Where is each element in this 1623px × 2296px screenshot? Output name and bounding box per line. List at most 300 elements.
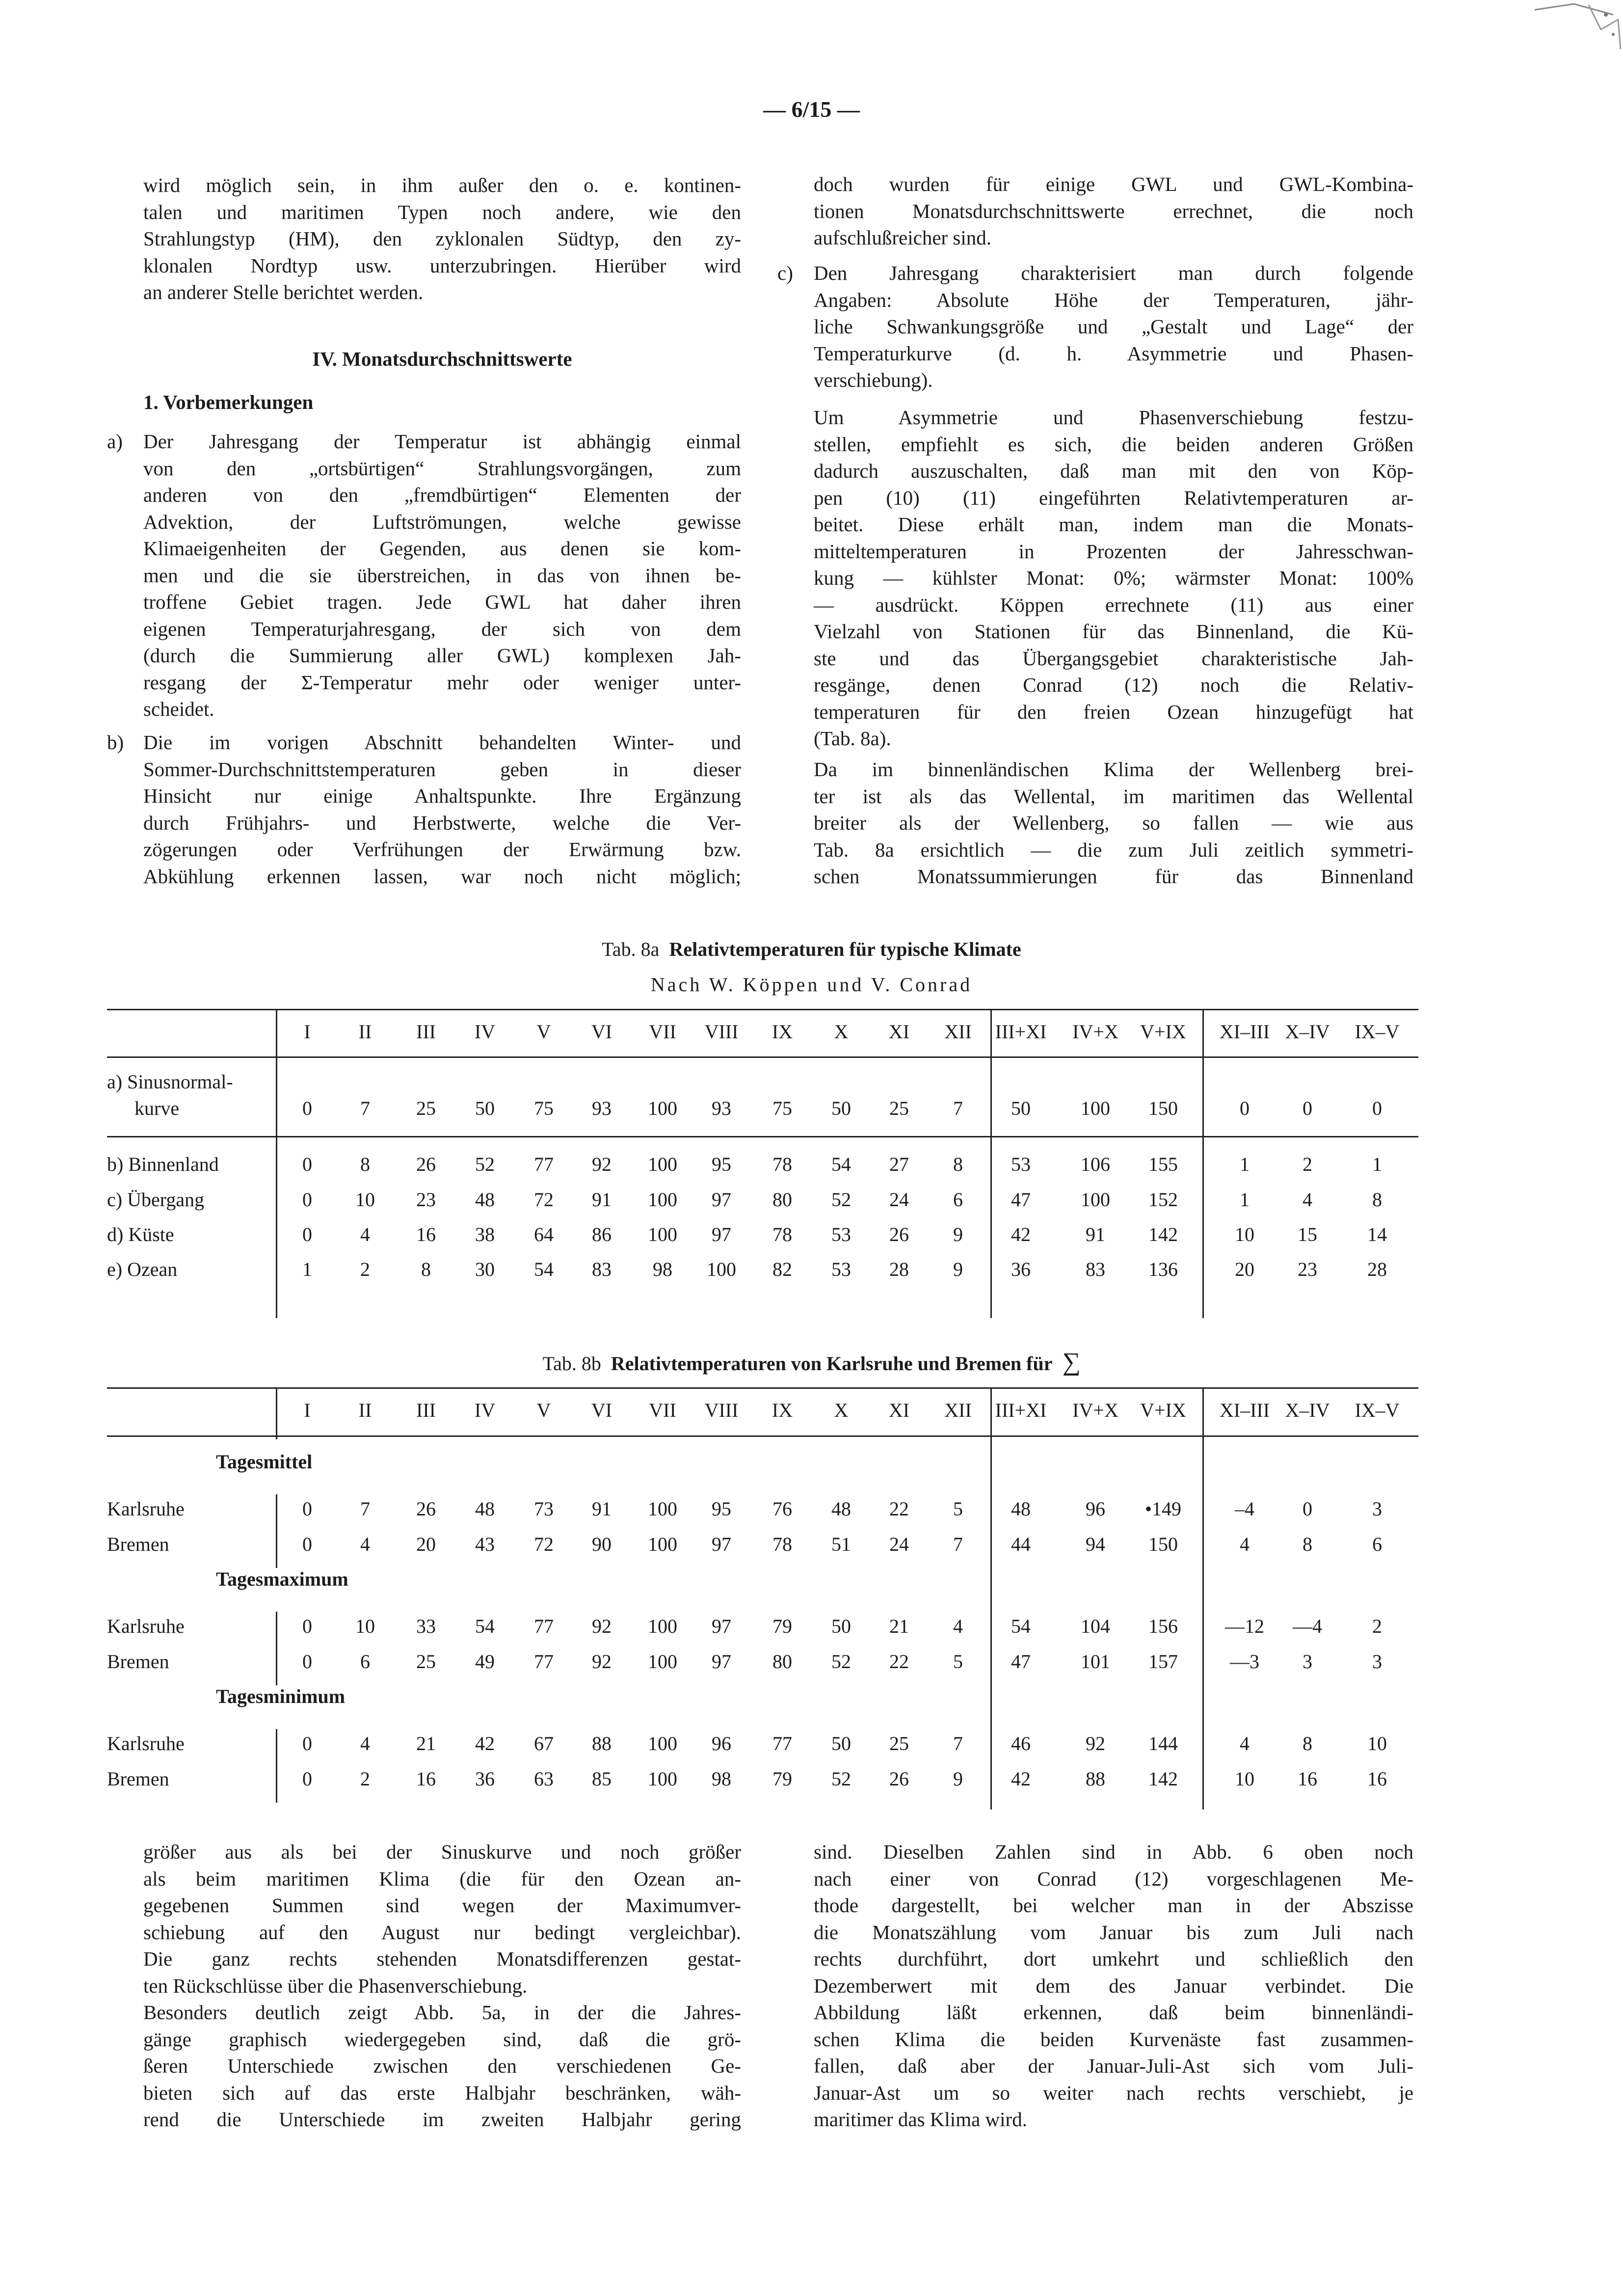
table-cell: 3 xyxy=(1303,1650,1312,1673)
table-cell: 100 xyxy=(648,1189,677,1211)
text-line: (Tab. 8a). xyxy=(814,727,891,750)
row-label: Karlsruhe xyxy=(107,1615,185,1637)
table-cell: 26 xyxy=(889,1768,909,1790)
text-line: fallen, daß aber der Januar-Juli-Ast sich vom Juli- xyxy=(814,2054,1413,2077)
group-title: Tagesminimum xyxy=(216,1685,346,1707)
left-column-bottom xyxy=(143,1838,741,2133)
text-line: Besonders deutlich zeigt Abb. 5a, in der die Jahres- xyxy=(143,2001,741,2024)
text-line: Um Asymmetrie und Phasenverschiebung festzu- xyxy=(814,406,1413,429)
table-cell: 38 xyxy=(475,1223,495,1245)
column-header: X–IV xyxy=(1285,1021,1330,1043)
text-line: Januar-Ast um so weiter nach rechts verschiebt, je xyxy=(814,2081,1413,2104)
text-line: ste und das Übergangsgebiet charakteristische Jah- xyxy=(814,647,1413,670)
column-header: I xyxy=(304,1021,311,1043)
table-cell: 97 xyxy=(712,1223,731,1245)
column-header: I xyxy=(304,1399,311,1421)
column-header: VI xyxy=(591,1399,612,1421)
table-cell: 63 xyxy=(534,1768,554,1790)
text-line: gegebenen Summen sind wegen der Maximumver- xyxy=(143,1894,741,1917)
table-cell: 83 xyxy=(1086,1258,1105,1280)
table-cell: 6 xyxy=(953,1189,963,1211)
text-line: Strahlungstyp (HM), den zyklonalen Südtyp, den zy- xyxy=(143,227,741,250)
table-cell: 91 xyxy=(1086,1223,1105,1245)
column-header: IX–V xyxy=(1355,1399,1400,1421)
table-cell: 26 xyxy=(416,1153,436,1175)
table-cell: 47 xyxy=(1011,1189,1031,1211)
column-divider xyxy=(276,1729,277,1803)
table-cell: 52 xyxy=(831,1189,851,1211)
table-cell: 4 xyxy=(953,1615,963,1637)
table-cell: 5 xyxy=(953,1498,963,1520)
table-cell: 83 xyxy=(592,1258,612,1280)
table-cell: 9 xyxy=(953,1258,963,1280)
table-cell: 79 xyxy=(772,1768,792,1790)
column-header: VIII xyxy=(704,1021,739,1043)
text-line: eigenen Temperaturjahresgang, der sich von dem xyxy=(143,617,741,640)
text-line: an anderer Stelle berichtet werden. xyxy=(143,281,424,303)
table-cell: 7 xyxy=(953,1533,963,1555)
column-header: XI xyxy=(888,1021,910,1043)
table-cell: 5 xyxy=(953,1650,963,1673)
column-header: V xyxy=(536,1399,551,1421)
text-line: Temperaturkurve (d. h. Asymmetrie und Phasen- xyxy=(814,342,1413,365)
table-cell: 10 xyxy=(355,1615,375,1637)
table-cell: 86 xyxy=(592,1223,612,1245)
text-line: stellen, empfiehlt es sich, die beiden anderen Größen xyxy=(814,432,1413,456)
text-line: dadurch auszuschalten, daß man mit den von Köp- xyxy=(814,459,1413,482)
table-cell: 80 xyxy=(772,1650,792,1673)
text-line: Hinsicht nur einige Anhaltspunkte. Ihre Ergänzung xyxy=(143,784,741,807)
column-header: IX xyxy=(772,1021,793,1043)
column-header: IV+X xyxy=(1072,1399,1118,1421)
table-cell: 6 xyxy=(1372,1533,1382,1555)
table-cell: 0 xyxy=(302,1153,312,1175)
text-line: aufschlußreicher sind. xyxy=(814,226,992,249)
table-cell: 23 xyxy=(416,1189,436,1211)
table-cell: 47 xyxy=(1011,1650,1031,1673)
table-cell: 97 xyxy=(712,1615,731,1637)
text-line: Angaben: Absolute Höhe der Temperaturen, jähr- xyxy=(814,288,1413,311)
left-column-top xyxy=(143,172,741,306)
table-cell: 104 xyxy=(1081,1615,1110,1637)
table-cell: 77 xyxy=(534,1615,554,1637)
column-header: XII xyxy=(944,1021,972,1043)
text-line: die Monatszählung vom Januar bis zum Juli nach xyxy=(814,1920,1413,1944)
row-label: kurve xyxy=(134,1097,180,1119)
table-cell: 100 xyxy=(648,1498,677,1520)
table-cell: 44 xyxy=(1011,1533,1031,1555)
text-line: klonalen Nordtyp usw. unterzubringen. Hierüber wird xyxy=(143,254,741,277)
table-cell: 15 xyxy=(1298,1223,1317,1245)
table-cell: 0 xyxy=(302,1768,312,1790)
table-cell: 155 xyxy=(1148,1153,1178,1175)
table-cell: 93 xyxy=(592,1097,612,1119)
table-cell: 2 xyxy=(1303,1153,1312,1175)
table-cell: 77 xyxy=(772,1732,792,1755)
table-cell: 91 xyxy=(592,1189,612,1211)
table-cell: 157 xyxy=(1148,1650,1178,1673)
column-header: III+XI xyxy=(995,1021,1047,1043)
text-line: Da im binnenländischen Klima der Wellenberg brei- xyxy=(814,758,1413,781)
table-cell: 64 xyxy=(534,1223,554,1245)
table-cell: 36 xyxy=(1011,1258,1031,1280)
table-cell: 77 xyxy=(534,1650,554,1673)
column-header: IX–V xyxy=(1355,1021,1400,1043)
page-number: — 6/15 — xyxy=(763,97,860,122)
table-rule xyxy=(107,1435,1418,1437)
text-line: beitet. Diese erhält man, indem man die Monats- xyxy=(814,513,1413,536)
text-line: ter ist als das Wellental, im maritimen das Wellental xyxy=(814,784,1413,808)
text-line: doch wurden für einige GWL und GWL-Kombina- xyxy=(814,173,1413,195)
table-cell: 98 xyxy=(653,1258,672,1280)
column-header: IV xyxy=(474,1399,496,1421)
table-cell: 4 xyxy=(360,1732,370,1755)
table-8b-caption-title: Relativtemperaturen von Karlsruhe und Bremen für xyxy=(611,1352,1053,1375)
table-cell: 4 xyxy=(1303,1189,1312,1211)
text-line: — ausdrückt. Köppen errechnete (11) aus einer xyxy=(814,593,1413,616)
table-cell: 100 xyxy=(648,1223,677,1245)
table-cell: 25 xyxy=(416,1097,436,1119)
column-divider xyxy=(276,1009,277,1318)
table-8a-subcaption: Nach W. Köppen und V. Conrad xyxy=(650,973,973,996)
table-cell: 48 xyxy=(475,1498,495,1520)
item-b-label: b) xyxy=(107,731,124,754)
row-label: Bremen xyxy=(107,1650,169,1673)
table-cell: 54 xyxy=(534,1258,554,1280)
column-divider xyxy=(276,1612,277,1685)
text-line: als beim maritimen Klima (die für den Ozean an- xyxy=(143,1867,741,1890)
text-line: durch Frühjahrs- und Herbstwerte, welche die Ver- xyxy=(143,811,741,834)
right-continuation xyxy=(814,171,1413,251)
table-cell: 106 xyxy=(1081,1153,1110,1175)
table-cell: 93 xyxy=(712,1097,731,1119)
table-cell: 152 xyxy=(1148,1189,1178,1211)
table-cell: 78 xyxy=(772,1223,792,1245)
sigma-symbol: ∑ xyxy=(1062,1348,1081,1376)
column-header: X–IV xyxy=(1285,1399,1330,1421)
table-cell: 4 xyxy=(360,1223,370,1245)
table-cell: 48 xyxy=(831,1498,851,1520)
table-cell: 20 xyxy=(416,1533,436,1555)
text-line: schen Klima die beiden Kurvenäste fast zusammen- xyxy=(814,2027,1413,2051)
table-8a-caption xyxy=(0,938,1623,961)
table-cell: 28 xyxy=(889,1258,909,1280)
table-cell: 16 xyxy=(416,1768,436,1790)
row-label: e) Ozean xyxy=(107,1258,178,1280)
table-cell: 48 xyxy=(1011,1498,1031,1520)
table-cell: 97 xyxy=(712,1189,731,1211)
table-cell: 100 xyxy=(1081,1189,1110,1211)
table-cell: 90 xyxy=(592,1533,612,1555)
table-cell: 33 xyxy=(416,1615,436,1637)
table-cell: 100 xyxy=(648,1097,677,1119)
table-cell: 42 xyxy=(1011,1223,1031,1245)
text-line: resgänge, denen Conrad (12) noch die Relativ- xyxy=(814,674,1413,696)
right-column-bottom xyxy=(814,1838,1413,2133)
table-cell: 2 xyxy=(1372,1615,1382,1637)
item-c-label: c) xyxy=(777,262,793,284)
table-cell: 91 xyxy=(592,1498,612,1520)
table-cell: 10 xyxy=(1235,1768,1254,1790)
table-cell: 53 xyxy=(1011,1153,1031,1175)
table-8a-caption-title: Relativtemperaturen für typische Klimate xyxy=(669,938,1021,960)
text-line: rechts durchführt, dort umkehrt und schließlich den xyxy=(814,1947,1413,1970)
table-cell: 100 xyxy=(1081,1097,1110,1119)
table-8b-caption xyxy=(0,1348,1623,1377)
text-line: ßeren Unterschiede zwischen den verschiedenen Ge- xyxy=(143,2054,741,2077)
table-cell: 95 xyxy=(712,1153,731,1175)
table-rule xyxy=(107,1009,1418,1010)
table-cell: 73 xyxy=(534,1498,554,1520)
table-cell: 100 xyxy=(648,1153,677,1175)
table-cell: 72 xyxy=(534,1189,554,1211)
table-cell: 72 xyxy=(534,1533,554,1555)
table-cell: 1 xyxy=(1240,1189,1250,1211)
table-cell: 50 xyxy=(831,1097,851,1119)
text-line: schen Monatssummierungen für das Binnenland xyxy=(814,865,1413,888)
row-label: Karlsruhe xyxy=(107,1732,185,1755)
table-cell: 54 xyxy=(1011,1615,1031,1637)
text-line: kung — kühlster Monat: 0%; wärmster Monat: 100% xyxy=(814,567,1413,589)
row-label: Bremen xyxy=(107,1768,169,1790)
table-cell: 26 xyxy=(416,1498,436,1520)
table-cell: 25 xyxy=(889,1732,909,1755)
table-cell: 42 xyxy=(475,1732,495,1755)
column-divider xyxy=(990,1009,992,1318)
text-line: Die ganz rechts stehenden Monatsdifferenzen gestat- xyxy=(143,1947,741,1970)
text-line: Der Jahresgang der Temperatur ist abhängig einmal xyxy=(143,430,741,453)
intro-paragraph xyxy=(143,172,741,306)
column-header: III+XI xyxy=(995,1399,1047,1421)
text-line: wird möglich sein, in ihm außer den o. e. kontinen- xyxy=(143,174,741,196)
section-heading: IV. Monatsdurchschnittswerte xyxy=(312,348,572,370)
row-label: Bremen xyxy=(107,1533,169,1555)
item-a xyxy=(107,428,741,723)
table-cell: 0 xyxy=(302,1189,312,1211)
column-header: X xyxy=(834,1399,849,1421)
table-cell: 7 xyxy=(953,1732,963,1755)
table-cell: 0 xyxy=(1240,1097,1250,1119)
table-cell: 136 xyxy=(1148,1258,1178,1280)
table-cell: 98 xyxy=(712,1768,731,1790)
group-title: Tagesmaximum xyxy=(216,1568,348,1590)
scan-edge-artifact xyxy=(1515,0,1623,54)
item-c xyxy=(777,260,1413,394)
table-cell: 24 xyxy=(889,1189,909,1211)
table-cell: 27 xyxy=(889,1153,909,1175)
table-cell: 2 xyxy=(360,1258,370,1280)
table-cell: 95 xyxy=(712,1498,731,1520)
table-cell: 0 xyxy=(302,1732,312,1755)
table-cell: 53 xyxy=(831,1258,851,1280)
table-cell: 0 xyxy=(1303,1498,1312,1520)
table-cell: 79 xyxy=(772,1615,792,1637)
text-line: Abbildung läßt erkennen, daß beim binnenländi- xyxy=(814,2001,1413,2024)
table-cell: 3 xyxy=(1372,1650,1382,1673)
table-cell: 16 xyxy=(416,1223,436,1245)
table-cell: 9 xyxy=(953,1768,963,1790)
table-cell: 30 xyxy=(475,1258,495,1280)
table-cell: 88 xyxy=(1086,1768,1105,1790)
row-label: a) Sinusnormal- xyxy=(107,1071,233,1093)
table-cell: 0 xyxy=(1303,1097,1312,1119)
table-cell: 54 xyxy=(475,1615,495,1637)
table-cell: 1 xyxy=(1372,1153,1382,1175)
column-header: V xyxy=(536,1021,551,1043)
table-cell: 4 xyxy=(1240,1732,1250,1755)
table-cell: 7 xyxy=(953,1097,963,1119)
text-line: men und die sie überstreichen, in das von ihnen be- xyxy=(143,564,741,587)
table-cell: 67 xyxy=(534,1732,554,1755)
table-cell: 48 xyxy=(475,1189,495,1211)
column-divider xyxy=(276,1387,277,1439)
table-cell: 8 xyxy=(1303,1732,1312,1755)
table-cell: 3 xyxy=(1372,1498,1382,1520)
column-header: VI xyxy=(591,1021,612,1043)
text-line: breiter als der Wellenberg, so fallen — wie aus xyxy=(814,811,1413,834)
table-cell: 23 xyxy=(1298,1258,1317,1280)
text-line: maritimer das Klima wird. xyxy=(814,2108,1027,2131)
table-cell: 36 xyxy=(475,1768,495,1790)
text-line: (durch die Summierung aller GWL) komplexen Jah- xyxy=(143,644,741,667)
table-cell: 10 xyxy=(355,1189,375,1211)
table-cell: 100 xyxy=(648,1732,677,1755)
table-cell: 7 xyxy=(360,1498,370,1520)
table-cell: 150 xyxy=(1148,1097,1178,1119)
text-line: gänge graphisch wiedergegeben sind, daß die grö- xyxy=(143,2027,741,2051)
text-line: nach einer von Conrad (12) vorgeschlagenen Me- xyxy=(814,1867,1413,1890)
column-divider xyxy=(990,1387,992,1810)
item-b xyxy=(107,729,741,890)
text-line: sind. Dieselben Zahlen sind in Abb. 6 oben noch xyxy=(814,1840,1413,1863)
column-header: VII xyxy=(649,1399,676,1421)
table-cell: 10 xyxy=(1235,1223,1254,1245)
table-cell: 22 xyxy=(889,1650,909,1673)
table-cell: 0 xyxy=(302,1097,312,1119)
table-cell: 92 xyxy=(592,1153,612,1175)
table-cell: 54 xyxy=(831,1153,851,1175)
table-cell: 43 xyxy=(475,1533,495,1555)
table-cell: 16 xyxy=(1367,1768,1387,1790)
table-cell: 100 xyxy=(707,1258,736,1280)
text-line: Abkühlung erkennen lassen, war noch nicht möglich; xyxy=(143,864,741,888)
column-header: X xyxy=(834,1021,849,1043)
table-cell: 20 xyxy=(1235,1258,1254,1280)
table-cell: 85 xyxy=(592,1768,612,1790)
text-line: liche Schwankungsgröße und „Gestalt und Lage“ der xyxy=(814,315,1413,338)
text-line: Klimaeigenheiten der Gegenden, aus denen sie kom- xyxy=(143,537,741,560)
text-line: Vielzahl von Stationen für das Binnenland, die Kü- xyxy=(814,620,1413,643)
table-cell: 53 xyxy=(831,1223,851,1245)
text-line: anderen von den „fremdbürtigen“ Elementen der xyxy=(143,484,741,506)
table-cell: 9 xyxy=(953,1223,963,1245)
table-cell: 50 xyxy=(831,1732,851,1755)
table-cell: 92 xyxy=(592,1650,612,1673)
table-8b-caption-prefix: Tab. 8b xyxy=(542,1352,601,1375)
table-cell: 10 xyxy=(1367,1732,1387,1755)
table-cell: 82 xyxy=(772,1258,792,1280)
table-cell: 1 xyxy=(1240,1153,1250,1175)
table-cell: 1 xyxy=(302,1258,312,1280)
table-cell: 94 xyxy=(1086,1533,1105,1555)
text-line: temperaturen für den freien Ozean hinzugefügt hat xyxy=(814,700,1413,723)
column-header: IX xyxy=(772,1399,793,1421)
text-line: zögerungen oder Verfrühungen der Erwärmung bzw. xyxy=(143,838,741,861)
column-divider xyxy=(1202,1009,1204,1318)
text-line: Dezemberwert mit dem des Januar verbindet. Die xyxy=(814,1974,1413,1997)
column-header: V+IX xyxy=(1140,1399,1186,1421)
text-line: Die im vorigen Abschnitt behandelten Winter- und xyxy=(143,731,741,754)
table-cell: 8 xyxy=(360,1153,370,1175)
table-cell: 100 xyxy=(648,1615,677,1637)
table-cell: 100 xyxy=(648,1533,677,1555)
column-header: V+IX xyxy=(1140,1021,1186,1043)
table-cell: 97 xyxy=(712,1650,731,1673)
table-cell: 2 xyxy=(360,1768,370,1790)
text-line: Den Jahresgang charakterisiert man durch folgende xyxy=(814,262,1413,284)
table-cell: •149 xyxy=(1144,1498,1181,1520)
table-cell: 52 xyxy=(831,1650,851,1673)
table-cell: 49 xyxy=(475,1650,495,1673)
table-cell: 77 xyxy=(534,1153,554,1175)
text-line: tionen Monatsdurchschnittswerte errechnet, die noch xyxy=(814,199,1413,222)
table-cell: 50 xyxy=(475,1097,495,1119)
table-cell: 0 xyxy=(302,1615,312,1637)
text-line: größer aus als bei der Sinuskurve und noch größer xyxy=(143,1840,741,1863)
table-cell: 42 xyxy=(1011,1768,1031,1790)
subheading: 1. Vorbemerkungen xyxy=(143,391,314,413)
table-cell: 8 xyxy=(953,1153,963,1175)
table-cell: 21 xyxy=(889,1615,909,1637)
table-cell: 100 xyxy=(648,1768,677,1790)
group-title: Tagesmittel xyxy=(216,1451,313,1473)
table-cell: 0 xyxy=(1372,1097,1382,1119)
table-cell: 50 xyxy=(1011,1097,1031,1119)
text-line: Tab. 8a ersichtlich — die zum Juli zeitlich symmetri- xyxy=(814,838,1413,861)
table-rule xyxy=(107,1056,1418,1058)
column-header: XI xyxy=(888,1399,910,1421)
column-header: VIII xyxy=(704,1399,739,1421)
column-header: XI–III xyxy=(1219,1399,1270,1421)
text-line: thode dargestellt, bei welcher man in der Abszisse xyxy=(814,1894,1413,1917)
table-cell: 6 xyxy=(360,1650,370,1673)
table-cell: 96 xyxy=(1086,1498,1105,1520)
table-cell: 52 xyxy=(475,1153,495,1175)
table-cell: 78 xyxy=(772,1153,792,1175)
item-a-label: a) xyxy=(107,430,123,453)
table-cell: 75 xyxy=(534,1097,554,1119)
table-cell: 51 xyxy=(831,1533,851,1555)
text-line: von den „ortsbürtigen“ Strahlungsvorgängen, zum xyxy=(143,457,741,480)
table-cell: 80 xyxy=(772,1189,792,1211)
text-line: rend die Unterschiede im zweiten Halbjahr gering xyxy=(143,2108,741,2131)
table-cell: 24 xyxy=(889,1533,909,1555)
text-line: pen (10) (11) eingeführten Relativtemperaturen ar- xyxy=(814,486,1413,509)
table-cell: 4 xyxy=(1240,1533,1250,1555)
column-header: XII xyxy=(944,1399,972,1421)
table-cell: 142 xyxy=(1148,1223,1178,1245)
text-line: verschiebung). xyxy=(814,369,933,391)
column-divider xyxy=(276,1494,277,1568)
column-header: II xyxy=(358,1021,372,1043)
text-line: talen und maritimen Typen noch andere, wie den xyxy=(143,200,741,223)
table-cell: 144 xyxy=(1148,1732,1178,1755)
table-cell: 92 xyxy=(1086,1732,1105,1755)
table-cell: 8 xyxy=(421,1258,431,1280)
text-line: scheidet. xyxy=(143,698,214,720)
text-line: Advektion, der Luftströmungen, welche gewisse xyxy=(143,510,741,533)
table-cell: —4 xyxy=(1293,1615,1322,1637)
